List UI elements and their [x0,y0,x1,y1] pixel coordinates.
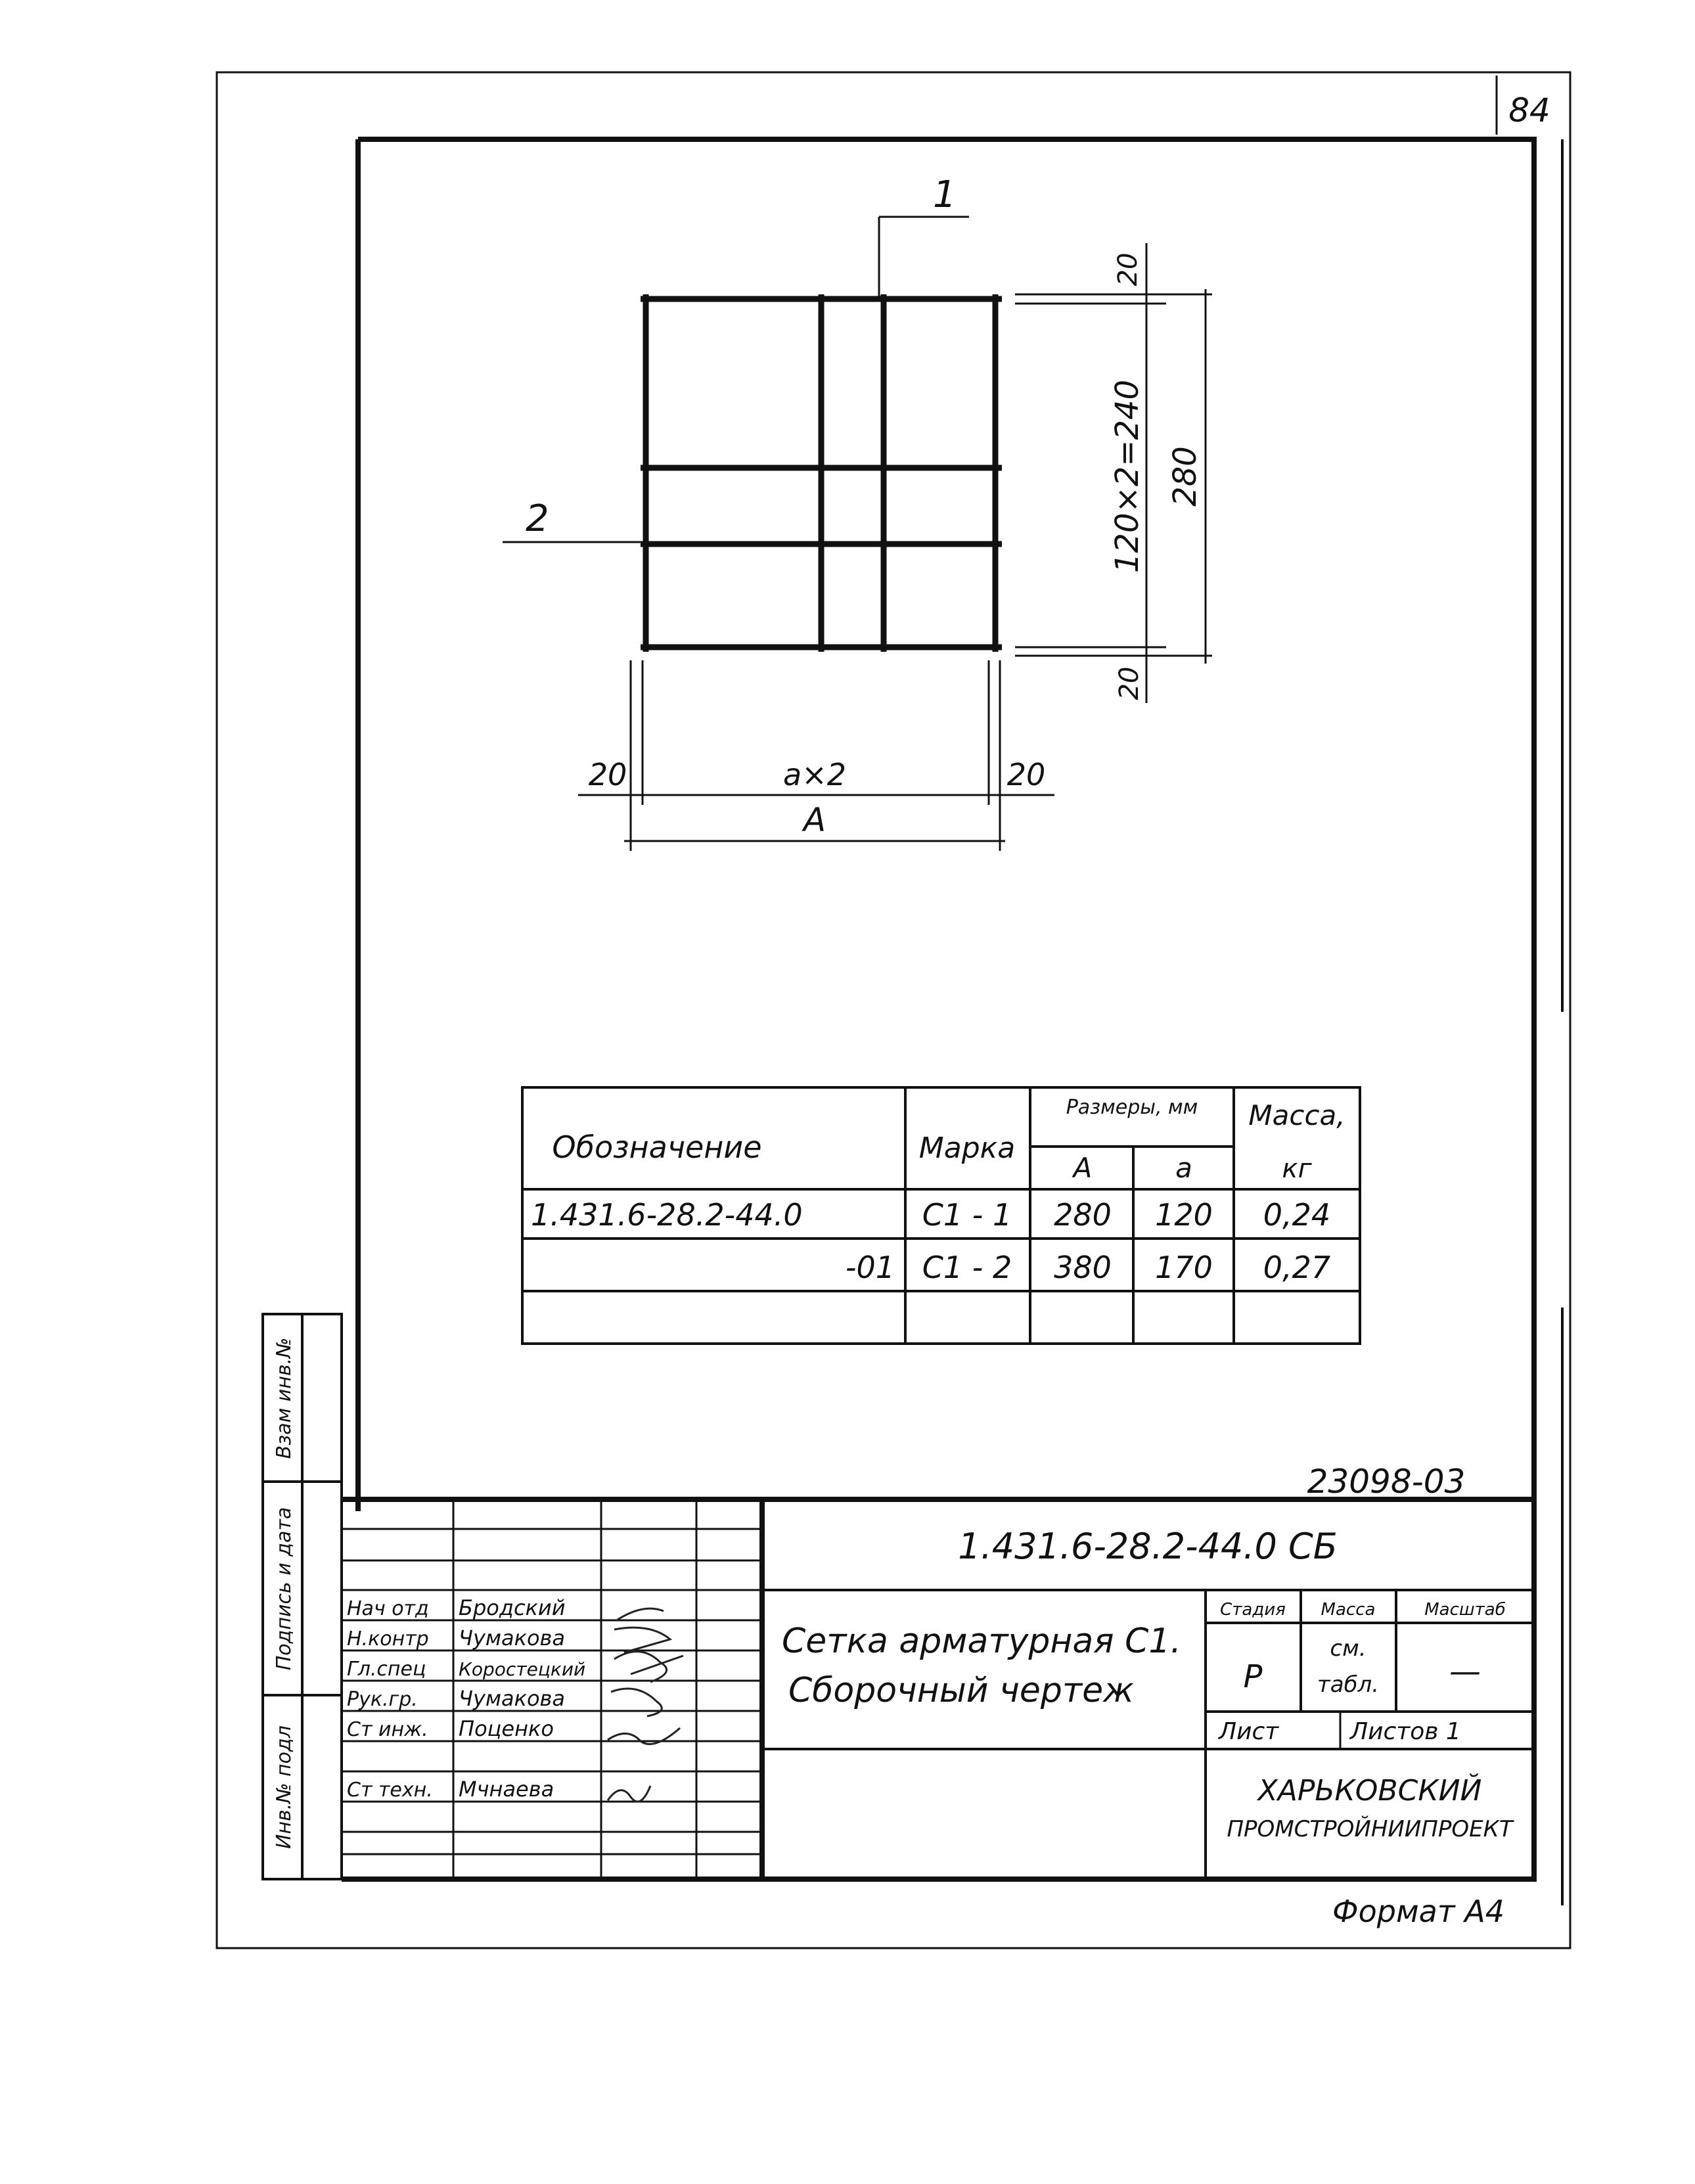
dim-right-offset: 20 [1006,757,1046,792]
vertical-dimensions [1015,243,1212,703]
scale-value: — [1449,1653,1481,1690]
name-7: Мчнаева [459,1777,554,1802]
name-4: Чумакова [459,1686,565,1711]
side-stamp-label-3: Инв.№ подл [273,1725,296,1849]
org-line-1: ХАРЬКОВСКИЙ [1257,1774,1482,1808]
role-5: Ст инж. [347,1718,428,1741]
row2-mass: 0,27 [1263,1250,1331,1285]
name-1: Бродский [459,1595,566,1620]
org-line-2: ПРОМСТРОЙНИИПРОЕКТ [1227,1816,1513,1842]
title-block [342,1499,1534,1879]
stage-value: Р [1243,1658,1263,1695]
mass-value-1: см. [1330,1635,1367,1662]
format-label: Формат А4 [1332,1894,1504,1929]
role-2: Н.контр [347,1627,429,1650]
archive-code: 23098-03 [1307,1463,1466,1501]
document-code: 1.431.6-28.2-44.0 СБ [958,1526,1338,1567]
role-7: Ст техн. [347,1779,433,1802]
callout-2-label: 2 [526,497,549,540]
role-1: Нач отд [347,1597,429,1620]
dim-left-offset: 20 [588,757,627,792]
side-stamp-label-2: Подпись и дата [273,1507,296,1671]
signature-1 [614,1608,670,1652]
row1-mass: 0,24 [1263,1197,1331,1233]
side-stamp [263,1314,342,1879]
signature-5 [608,1786,650,1802]
dim-inner-height: 120×2=240 [1109,379,1146,574]
sheet-label: Лист [1219,1718,1279,1745]
side-stamp-label-1: Взам инв.№ [273,1337,296,1459]
callout-1 [879,173,969,299]
callout-1-label: 1 [933,173,957,216]
col-mass: Масса, [1248,1099,1345,1131]
col-size-a-lower: а [1175,1152,1192,1184]
dim-bottom-offset: 20 [1114,666,1144,700]
callout-2 [503,497,646,542]
title-line-1: Сетка арматурная С1. [782,1622,1182,1661]
col-sizes: Размеры, мм [1066,1096,1198,1119]
col-size-a-upper: А [1073,1152,1093,1184]
signature-3 [611,1689,662,1716]
mesh-drawing [641,294,1002,652]
sheets-label: Листов 1 [1350,1718,1461,1745]
col-mark: Марка [918,1131,1016,1165]
sheet-number: 84 [1508,91,1550,129]
row1-A: 280 [1054,1197,1112,1233]
row2-mark: С1 - 2 [922,1250,1012,1285]
header-scale: Масштаб [1424,1600,1506,1620]
spec-table [522,1087,1360,1344]
row2-A: 380 [1054,1250,1112,1285]
dim-total-height: 280 [1167,446,1204,507]
row1-designation: 1.431.6-28.2-44.0 [531,1197,803,1233]
row1-a: 120 [1155,1197,1213,1233]
dim-top-offset: 20 [1113,252,1143,286]
col-mass-unit: кг [1282,1154,1312,1184]
name-5: Поценко [459,1716,554,1741]
role-4: Рук.гр. [347,1688,418,1711]
col-designation: Обозначение [552,1129,762,1165]
dim-inner-width: а×2 [783,757,846,792]
role-3: Гл.спец [347,1658,426,1681]
name-3: Коростецкий [459,1658,586,1680]
dim-total-width: А [803,801,826,839]
title-line-2: Сборочный чертеж [788,1671,1134,1710]
mass-value-2: табл. [1317,1672,1380,1698]
header-mass: Масса [1321,1600,1376,1620]
row1-mark: С1 - 1 [922,1197,1012,1233]
signature-2 [614,1652,683,1682]
header-stage: Стадия [1220,1600,1286,1620]
row2-a: 170 [1155,1250,1213,1285]
row2-designation: -01 [845,1250,895,1285]
horizontal-dimensions [578,660,1054,851]
name-2: Чумакова [459,1626,565,1650]
